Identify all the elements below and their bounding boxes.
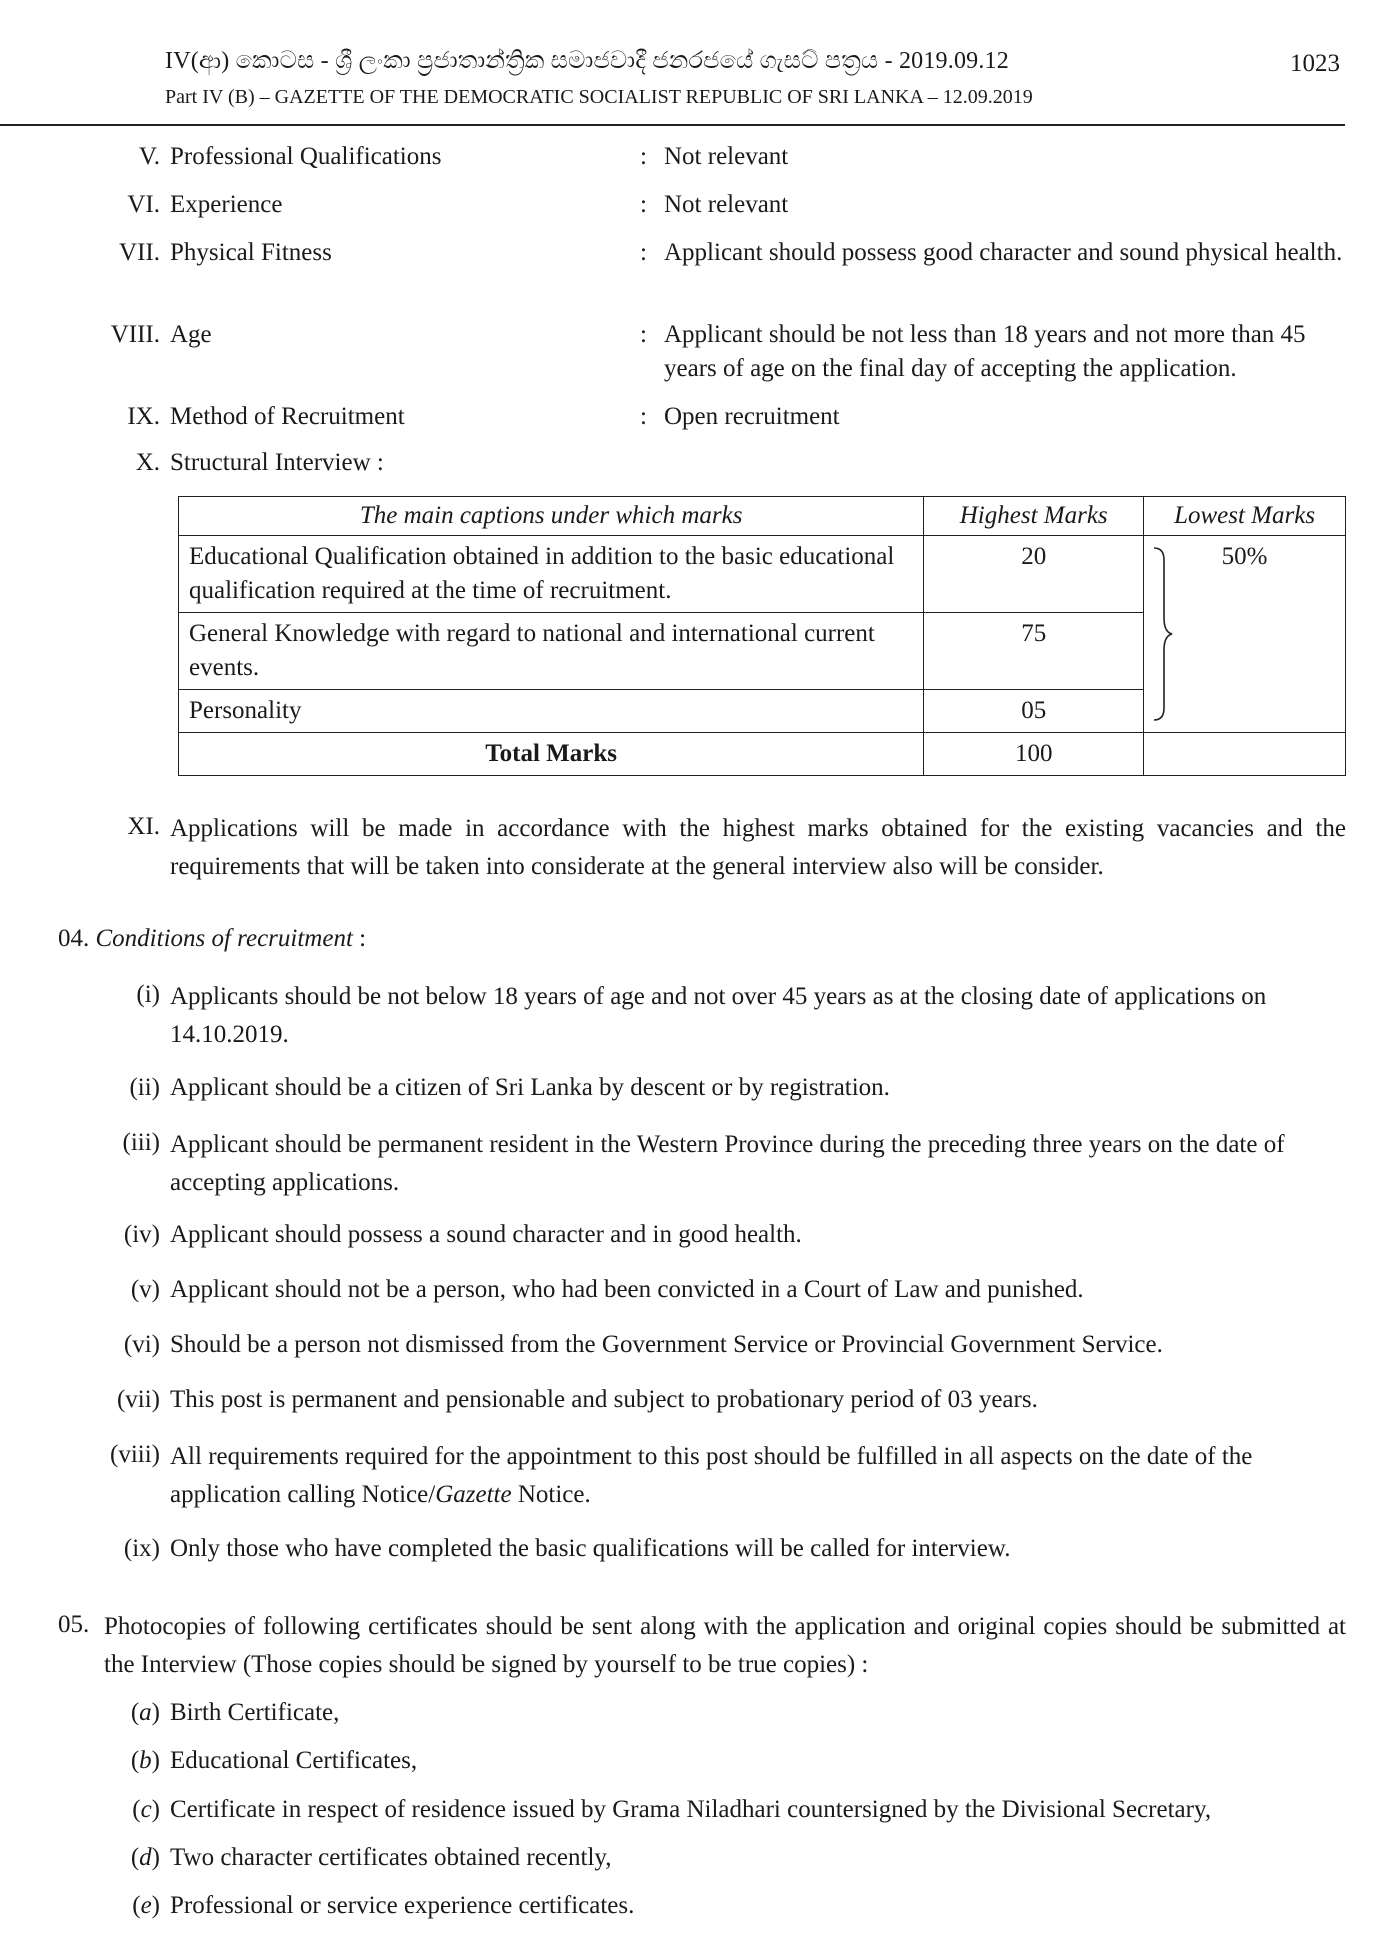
item-num-xi: XI. [127, 813, 160, 840]
condition-text-part: All requirements required for the appointment to this post should be fulfilled in all aspects on the date of the application calling Notice/ [170, 1443, 1253, 1508]
section-05-number: 05. [58, 1611, 90, 1638]
condition-num: (v) [130, 1276, 160, 1303]
section-04-title: Conditions of recruitment [95, 925, 353, 952]
req-colon: : [640, 191, 647, 218]
total-row [179, 733, 1346, 776]
certificate-item: Educational Certificates, [170, 1747, 418, 1774]
marks-table [178, 496, 1346, 776]
req-colon: : [640, 403, 647, 430]
section-04-colon: : [352, 925, 367, 952]
gazette-header-english: Part IV (B) – GAZETTE OF THE DEMOCRATIC SOCIALIST REPUBLIC OF SRI LANKA – 12.09.2019 [165, 86, 1033, 108]
gazette-header-sinhala: IV(ආ) කොටස - ශ්‍රී ලංකා ප්‍රජාතාන්ත්‍රික සමාජවාදී ජනරජයේ ගැසට් පත්‍රය - 2019.09.12 [165, 48, 1009, 74]
certificate-item: Two character certificates obtained recently, [170, 1844, 612, 1871]
condition-text: Applicant should be a citizen of Sri Lanka by descent or by registration. [170, 1074, 890, 1101]
req-colon: : [640, 321, 647, 348]
certificate-item: Birth Certificate, [170, 1699, 340, 1726]
condition-num: (viii) [110, 1441, 160, 1468]
req-value-recruitment: Open recruitment [664, 403, 840, 430]
req-num-vi: VI. [127, 191, 160, 218]
condition-text: Should be a person not dismissed from the Government Service or Provincial Government Service. [170, 1331, 1163, 1358]
header-captions: The main captions under which marks [179, 497, 924, 536]
req-value-experience: Not relevant [664, 191, 789, 218]
condition-text: Applicant should possess a sound character and in good health. [170, 1221, 802, 1248]
total-lowest-empty [1144, 733, 1346, 776]
structural-interview-label: Structural Interview : [170, 449, 384, 476]
condition-num: (iii) [122, 1129, 160, 1156]
req-label-experience: Experience [170, 191, 283, 218]
req-label-recruitment: Method of Recruitment [170, 403, 405, 430]
req-label-professional: Professional Qualifications [170, 143, 442, 170]
row-highest: 20 [924, 536, 1144, 613]
req-num-vii: VII. [119, 239, 160, 266]
table-row [179, 536, 1346, 613]
item-xi-text: Applications will be made in accordance with the highest marks obtained for the existing vacancies and the requirements that will be taken into considerate at the general interview also will be consider. [170, 815, 1346, 880]
condition-text: Only those who have completed the basic qualifications will be called for interview. [170, 1535, 1011, 1562]
certificate-letter: (c) [132, 1796, 160, 1823]
lowest-marks-cell [1144, 536, 1346, 733]
certificate-letter: (a) [130, 1699, 160, 1726]
req-colon: : [640, 143, 647, 170]
header-divider [0, 124, 1345, 126]
row-highest: 75 [924, 613, 1144, 690]
condition-num: (ix) [123, 1535, 160, 1562]
header-lowest-marks: Lowest Marks [1144, 497, 1346, 536]
certificate-letter: (d) [130, 1844, 160, 1871]
condition-num: (ii) [129, 1074, 160, 1101]
brace-icon [1152, 544, 1174, 724]
certificate-item: Professional or service experience certificates. [170, 1892, 635, 1919]
section-05-text: Photocopies of following certificates should be sent along with the application and original copies should be submitted at the Interview (Those copies should be signed by yourself to be true copies) : [104, 1613, 1346, 1678]
section-04-number: 04. [58, 925, 90, 952]
condition-num: (i) [136, 981, 160, 1008]
row-highest: 05 [924, 690, 1144, 733]
certificate-letter: (e) [132, 1892, 160, 1919]
req-num-ix: IX. [127, 403, 160, 430]
certificate-item: Certificate in respect of residence issued by Grama Niladhari countersigned by the Divisional Secretary, [170, 1796, 1212, 1823]
marks-table-header-row [179, 497, 1346, 536]
req-label-fitness: Physical Fitness [170, 239, 332, 266]
condition-text: This post is permanent and pensionable and subject to probationary period of 03 years. [170, 1386, 1038, 1413]
row-caption: Educational Qualification obtained in addition to the basic educational qualification required at the time of recruitment. [179, 536, 924, 613]
req-num-v: V. [138, 143, 160, 170]
lowest-marks-value: 50% [1221, 543, 1268, 570]
req-num-viii: VIII. [110, 321, 160, 348]
req-colon: : [640, 239, 647, 266]
certificate-letter: (b) [130, 1747, 160, 1774]
req-value-professional: Not relevant [664, 143, 789, 170]
condition-text: Applicants should be not below 18 years of age and not over 45 years as at the closing date of applications on 14.10.2019. [170, 983, 1267, 1048]
req-value-age: Applicant should be not less than 18 years and not more than 45 years of age on the final day of accepting the application. [664, 321, 1306, 382]
row-caption: Personality [179, 690, 924, 733]
row-caption: General Knowledge with regard to national and international current events. [179, 613, 924, 690]
condition-num: (vii) [116, 1386, 160, 1413]
req-value-fitness: Applicant should possess good character and sound physical health. [664, 239, 1343, 266]
condition-num: (vi) [123, 1331, 160, 1358]
condition-num: (iv) [123, 1221, 160, 1248]
condition-text: Applicant should be permanent resident in the Western Province during the preceding three years on the date of accepting applications. [170, 1131, 1285, 1196]
condition-text [170, 1438, 1346, 1514]
req-label-age: Age [170, 321, 212, 348]
total-marks-label: Total Marks [179, 733, 924, 776]
condition-text-part: Notice. [511, 1481, 591, 1508]
page-number: 1023 [1290, 50, 1340, 77]
header-highest-marks: Highest Marks [924, 497, 1144, 536]
req-num-x: X. [135, 449, 160, 476]
section-04-heading [58, 922, 366, 956]
total-marks-value: 100 [924, 733, 1144, 776]
condition-text-italic: Gazette [435, 1481, 512, 1508]
condition-text: Applicant should not be a person, who had been convicted in a Court of Law and punished. [170, 1276, 1084, 1303]
